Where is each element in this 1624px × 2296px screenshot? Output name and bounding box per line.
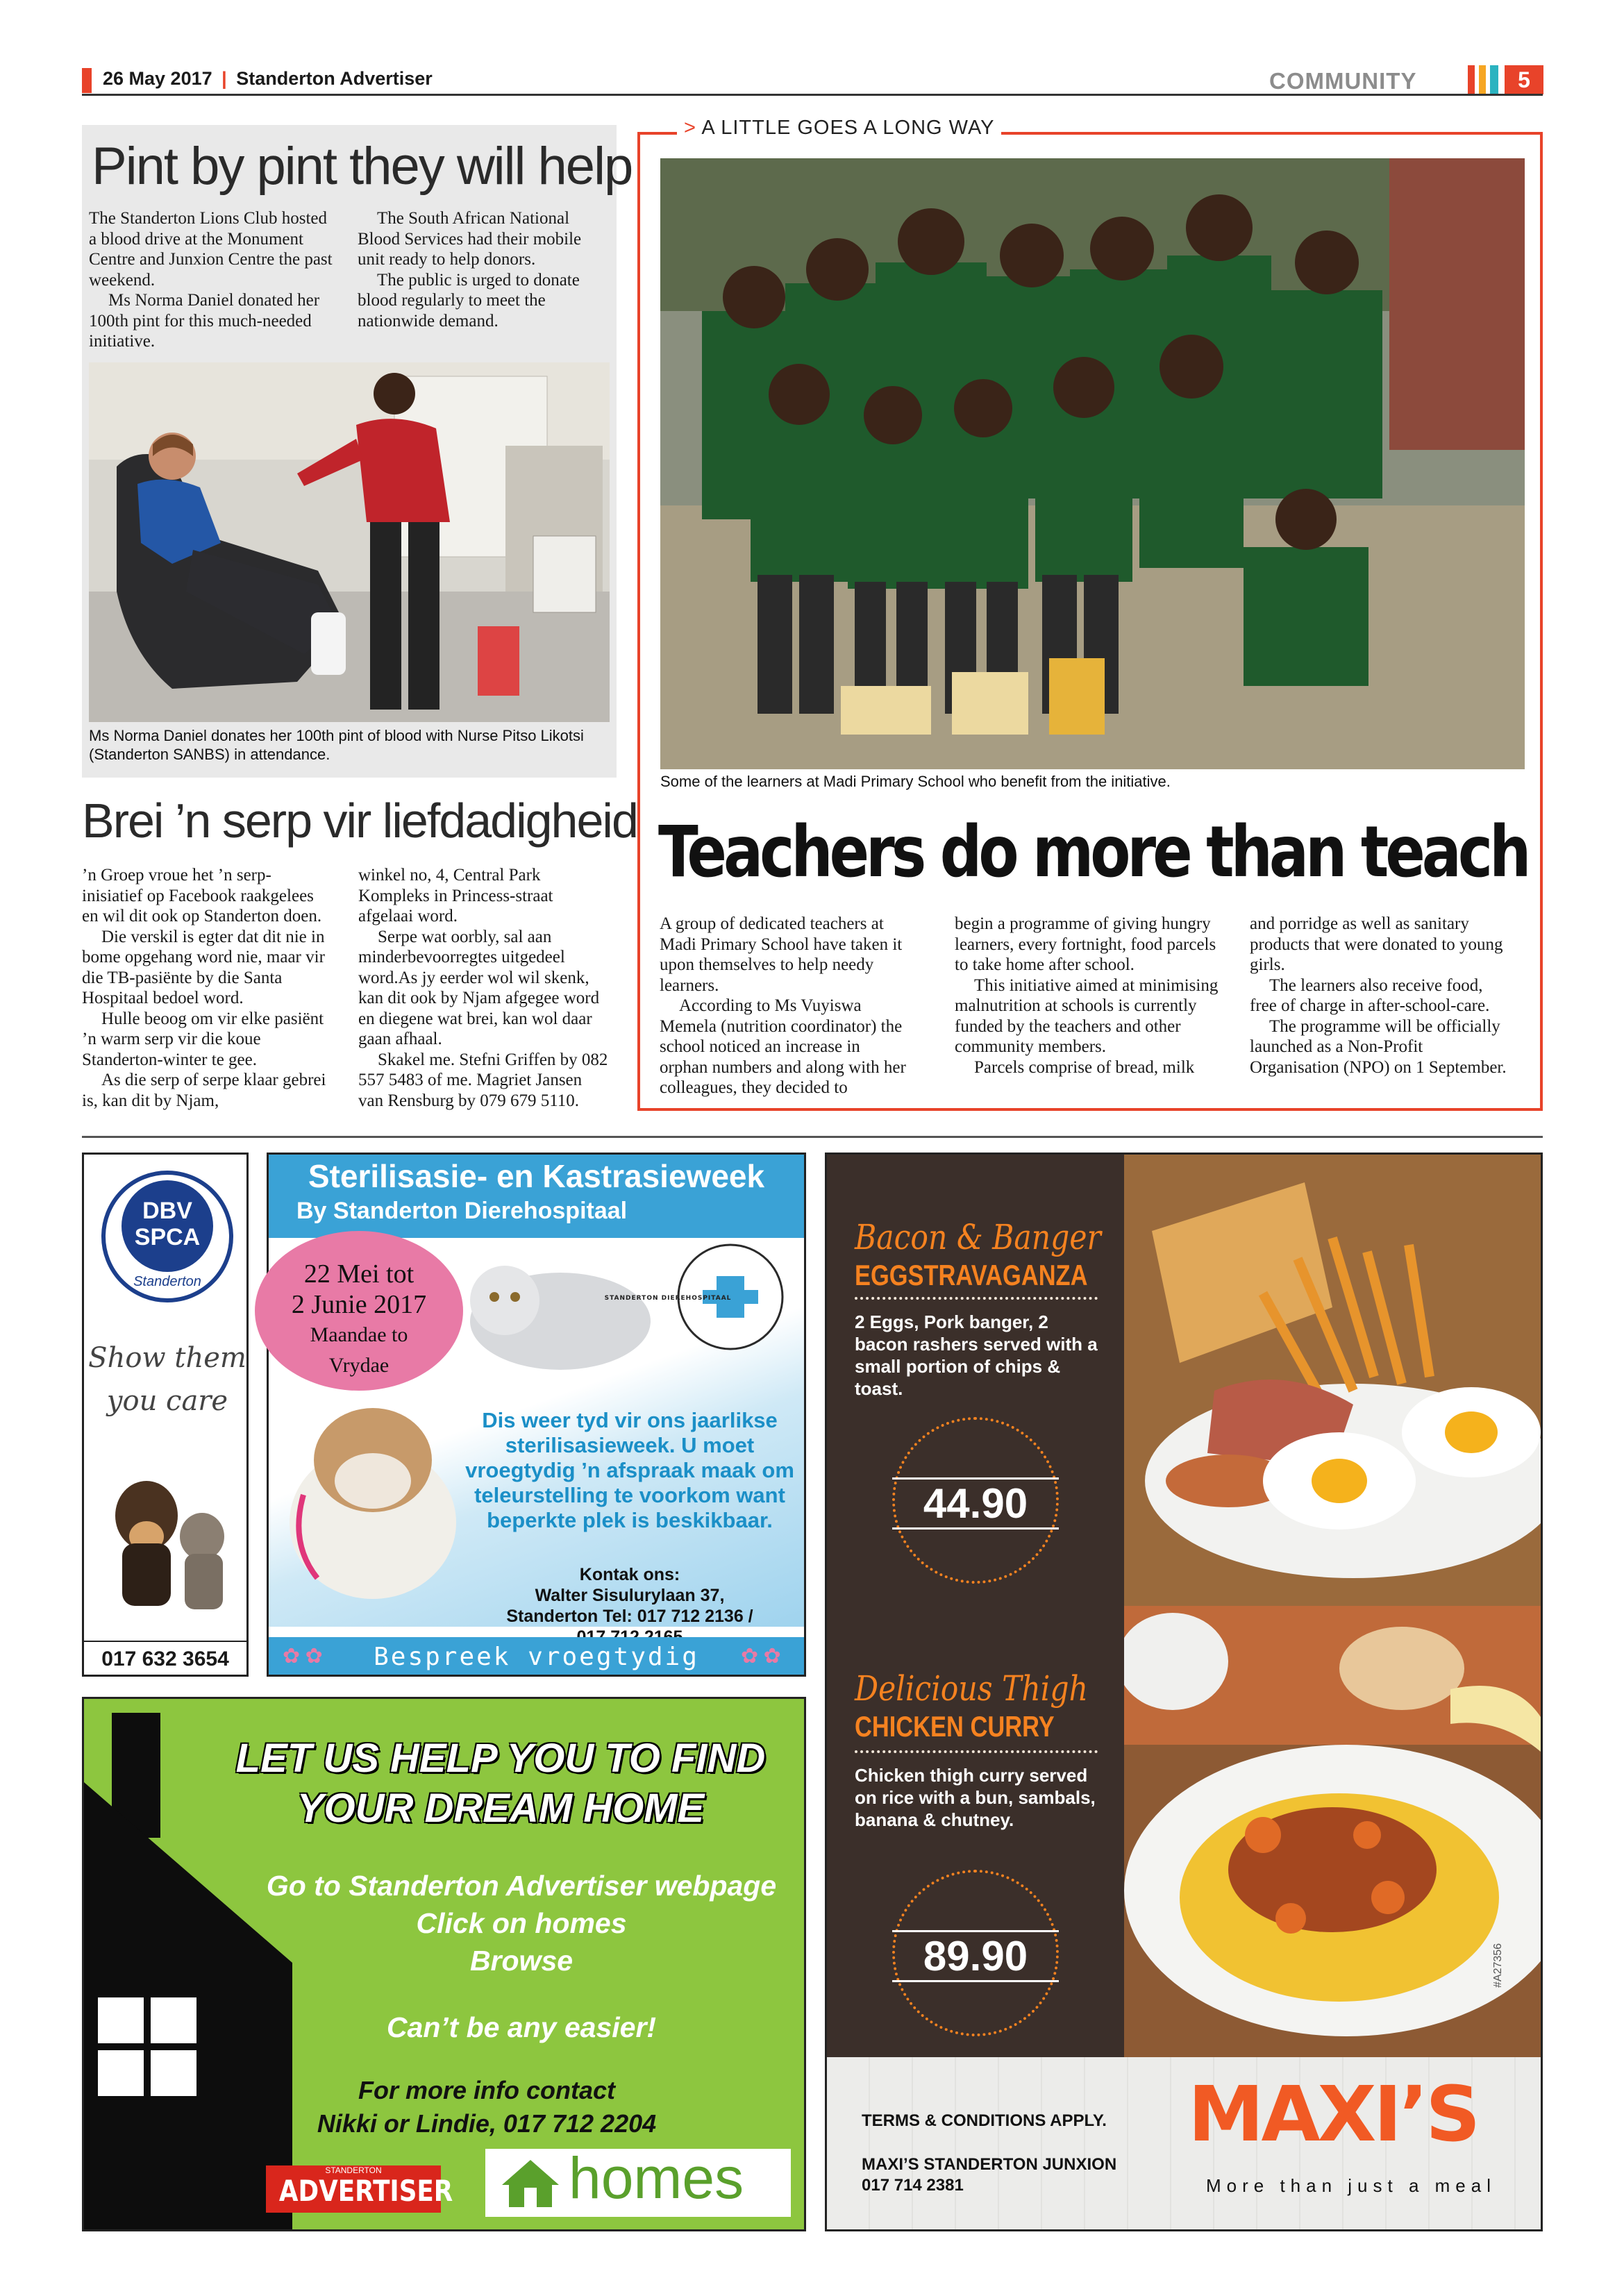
vet-ad [267, 1153, 806, 1677]
paragraph: Parcels comprise of bread, milk [974, 1057, 1195, 1077]
paragraph: Skakel me. Stefni Griffen by 082 557 5483 of me. Magriet Jansen van Rensburg by 079 679 5110. [358, 1050, 608, 1110]
spca-slogan [84, 1336, 251, 1423]
maxis-logo: MAXI’S [1188, 2070, 1478, 2159]
vet-contact [463, 1564, 796, 1648]
store-name: MAXI’S STANDERTON JUNXION [862, 2155, 1117, 2174]
ad-reference: #A27356 [1492, 1943, 1504, 1988]
paw-icon: ✿ ✿ [741, 1645, 781, 1668]
paragraph: According to Ms Vuyiswa Memela (nutrition coordinator) the school noticed an increase in orphan numbers and along with her colleagues, they decided to [660, 996, 906, 1097]
paragraph: Serpe wat oorbly, sal aan minderbevoorregtes uitgedeel word.As jy eerder wol wil skenk, kan dit ook by Njam afgegee word en diegene wat brei, kan wol daar gaan afhaal. [358, 927, 600, 1048]
vet-days-line-2: Vrydae [328, 1354, 390, 1377]
paw-icon: ✿ ✿ [283, 1645, 323, 1668]
homes-instructions [244, 1867, 799, 1979]
vet-ad-subtitle: By Standerton Dierehospitaal [296, 1198, 628, 1224]
paragraph: A group of dedicated teachers at Madi Primary School have taken it upon themselves to help needy learners. [660, 914, 903, 995]
learners-photo-caption: Some of the learners at Madi Primary School who benefit from the initiative. [660, 773, 1171, 790]
store-phone: 017 714 2381 [862, 2176, 964, 2195]
bulldog-image [276, 1384, 470, 1606]
dotted-rule [855, 1297, 1098, 1300]
vet-seal-text: STANDERTON DIEREHOSPITAAL [604, 1295, 732, 1302]
paragraph: The programme will be officially launched as a Non-Profit Organisation (NPO) on 1 September. [1250, 1016, 1507, 1077]
section-divider [82, 1136, 1543, 1138]
scarf-story-col-1 [82, 865, 332, 1111]
scarf-story-headline: Brei ’n serp vir liefdadigheid [82, 794, 637, 848]
paragraph: Hulle beoog om vir elke pasiënt ’n warm serp vir die koue Standerton-winter te gee. [82, 1009, 324, 1069]
dish-2-subtitle: CHICKEN CURRY [855, 1710, 1055, 1743]
vet-contact-line-1: Walter Sisulurylaan 37, [535, 1586, 725, 1605]
vet-date-line-2: 2 Junie 2017 [291, 1290, 427, 1319]
paragraph: The Standerton Lions Club hosted a blood drive at the Monument Centre and Junxion Centre the past weekend. [89, 209, 333, 290]
paper-name: Standerton Advertiser [236, 68, 433, 89]
vet-days-line-1: Maandae to [310, 1323, 408, 1346]
blood-photo-caption: Ms Norma Daniel donates her 100th pint of blood with Nurse Pitso Likotsi (Standerton SANBS) in attendance. [89, 727, 584, 763]
spca-ad [82, 1153, 249, 1677]
issue-date: 26 May 2017 [103, 68, 212, 89]
kicker-mark: > [684, 117, 696, 139]
dish-2-title: Delicious Thigh [855, 1668, 1088, 1709]
dish-1-description: 2 Eggs, Pork banger, 2 bacon rashers served with a small portion of chips & toast. [855, 1312, 1098, 1399]
spca-town: Standerton [133, 1274, 201, 1289]
advertiser-logo-small: STANDERTON [325, 2165, 382, 2175]
paragraph: The learners also receive food, free of charge in after-school-care. [1250, 975, 1490, 1015]
spca-logo-line-2: SPCA [134, 1224, 201, 1250]
house-icon [499, 2157, 562, 2210]
dish-2-price: 89.90 [892, 1930, 1059, 1982]
dish-1-price: 44.90 [892, 1477, 1059, 1530]
spca-logo-line-1: DBV [142, 1198, 192, 1224]
advertiser-logo-text: ADVERTISER [278, 2174, 453, 2208]
blood-story-col-2 [358, 208, 608, 331]
header-accent-bar [82, 68, 92, 93]
dish-2-description: Chicken thigh curry served on rice with a bun, sambals, banana & chutney. [855, 1765, 1096, 1830]
homes-contact-line-1: For more info contact [358, 2076, 616, 2104]
vet-ad-title: Sterilisasie- en Kastrasieweek [308, 1158, 765, 1194]
paragraph: ’n Groep vroue het ’n serp-inisiatief op Facebook raakgelees en wil dit ook op Standerton doen. [82, 866, 322, 925]
dish-1-subtitle: EGGSTRAVAGANZA [855, 1259, 1088, 1291]
homes-contact-line-2: Nikki or Lindie, 017 712 2204 [317, 2109, 657, 2138]
maxis-ad [825, 1153, 1543, 2231]
teachers-story-col-1 [660, 914, 910, 1098]
header-separator: | [221, 68, 227, 89]
homes-headline [209, 1734, 792, 1834]
paragraph: The public is urged to donate blood regularly to meet the nationwide demand. [358, 270, 580, 330]
advertiser-logo [266, 2165, 453, 2213]
homes-line-3: Browse [469, 1945, 574, 1977]
cat-image [456, 1245, 664, 1384]
spca-logo-text [84, 1198, 251, 1250]
homes-logo [485, 2145, 791, 2217]
vet-date-line-1: 22 Mei tot [303, 1259, 415, 1289]
dish-1-title: Bacon & Banger [855, 1217, 1101, 1257]
vet-message: Dis weer tyd vir ons jaarlikse sterilisasieweek. U moet vroegtydig ’n afspraak maak om teleurstelling te voorkom want beperkte plek is beskikbaar. [465, 1408, 794, 1532]
terms-text: TERMS & CONDITIONS APPLY. [862, 2111, 1107, 2130]
kicker-text: A LITTLE GOES A LONG WAY [701, 117, 995, 139]
vet-contact-label: Kontak ons: [579, 1565, 680, 1584]
spca-slogan-line-1: Show them [88, 1342, 246, 1374]
paragraph: This initiative aimed at minimising malnutrition at schools is currently funded by the teachers and other community members. [955, 975, 1219, 1056]
chicken-curry-image [1124, 1606, 1541, 2057]
blood-story-headline: Pint by pint they will help [92, 137, 633, 196]
homes-logo-text: homes [569, 2145, 744, 2211]
learners-group-photo [660, 158, 1525, 769]
vet-contact-line-2: Standerton Tel: 017 712 2136 / [506, 1607, 753, 1626]
story-kicker [677, 117, 1001, 140]
vet-footer-text: Bespreek vroegtydig [374, 1643, 699, 1671]
paragraph: Die verskil is egter dat dit nie in bome opgehang word nie, maar vir die TB-pasiënte by die Santa Hospitaal bedoel word. [82, 927, 325, 1007]
paragraph: As die serp of serpe klaar gebrei is, kan dit by Njam, [82, 1071, 326, 1110]
spca-phone: 017 632 3654 [84, 1641, 246, 1671]
homes-headline-line-1: LET US HELP YOU TO FIND [235, 1736, 766, 1781]
homes-line-2: Click on homes [416, 1907, 627, 1939]
paragraph: and porridge as well as sanitary products that were donated to young girls. [1250, 914, 1503, 974]
spca-slogan-line-2: you care [106, 1385, 228, 1417]
dog-and-cat-image [98, 1460, 237, 1613]
page-number: 5 [1505, 65, 1543, 94]
homes-line-1: Go to Standerton Advertiser webpage [266, 1870, 777, 1902]
header-rule [82, 94, 1543, 96]
homes-ad [82, 1697, 806, 2231]
section-color-bars [1466, 65, 1501, 98]
scarf-story-col-2 [358, 865, 608, 1111]
paragraph: Ms Norma Daniel donated her 100th pint for this much-needed initiative. [89, 291, 320, 351]
homes-headline-line-2: YOUR DREAM HOME [296, 1786, 705, 1831]
paragraph: begin a programme of giving hungry learners, every fortnight, food parcels to take home after school. [955, 914, 1216, 974]
dotted-rule [855, 1750, 1098, 1753]
teachers-story-col-3 [1250, 914, 1514, 1078]
paragraph: winkel no, 4, Central Park Kompleks in Princess-straat afgelaai word. [358, 866, 553, 925]
maxis-tagline: More than just a meal [1205, 2175, 1496, 2196]
section-name: COMMUNITY [1269, 68, 1417, 94]
breakfast-image [1124, 1155, 1541, 1606]
homes-contact [244, 2074, 730, 2140]
teachers-story-col-2 [955, 914, 1225, 1078]
store-details [862, 2154, 1116, 2196]
blood-story-col-1 [89, 208, 339, 352]
teachers-story-headline: Teachers do more than teach [658, 811, 1528, 894]
vet-dates [269, 1259, 449, 1381]
homes-tagline: Can’t be any easier! [386, 2011, 657, 2043]
header-dateline [103, 68, 433, 90]
blood-donation-photo [89, 362, 610, 722]
paragraph: The South African National Blood Services had their mobile unit ready to help donors. [358, 209, 582, 269]
